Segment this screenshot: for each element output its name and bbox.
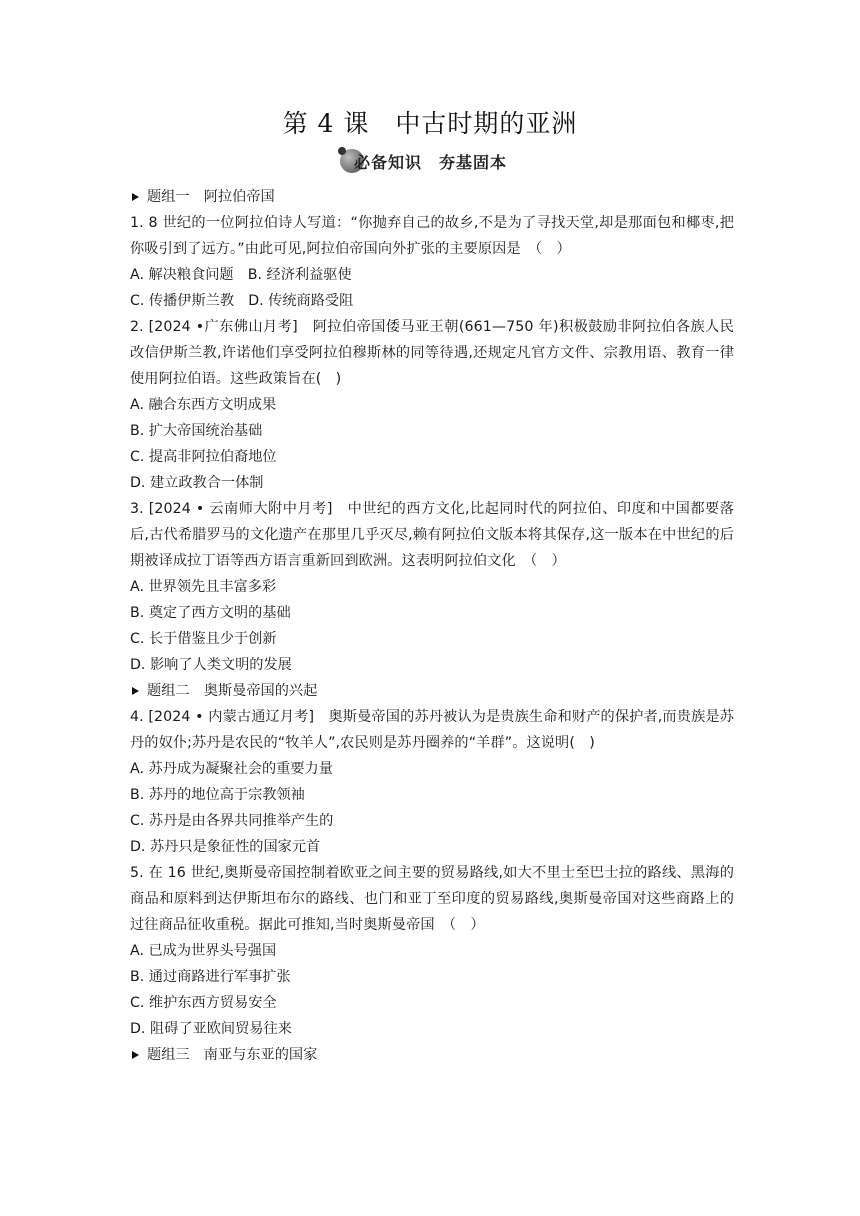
question-2-stem: 2. [2024 •广东佛山月考] 阿拉伯帝国倭马亚王朝(661—750 年)积极鼓励非阿拉伯各族人民改信伊斯兰教,许诺他们享受阿拉伯穆斯林的同等待遇,还规定凡官方文件、宗教用语、教育一律使用阿拉伯语。这些政策旨在( ) [130,319,734,387]
question-3-option-d: D. 影响了人类文明的发展 [130,657,292,673]
question-3-option-c: C. 长于借鉴且少于创新 [130,631,277,647]
question-4-option-d: D. 苏丹只是象征性的国家元首 [130,839,321,855]
question-1-stem: 1. 8 世纪的一位阿拉伯诗人写道：“你抛弃自己的故乡,不是为了寻找天堂,却是那面包和椰枣,把你吸引到了远方。”由此可见,阿拉伯帝国向外扩张的主要原因是 （ ） [130,215,734,257]
group-heading-2 [130,678,734,704]
group-heading-1 [130,184,734,210]
group-label: 题组三 南亚与东亚的国家 [147,1047,318,1063]
triangle-marker-icon [132,1051,139,1059]
lesson-title: 第 4 课 中古时期的亚洲 [282,109,578,138]
question-5-stem: 5. 在 16 世纪,奥斯曼帝国控制着欧亚之间主要的贸易路线,如大不里士至巴士拉的路线、黑海的商品和原料到达伊斯坦布尔的路线、也门和亚丁至印度的贸易路线,奥斯曼帝国对这些商路上的过往商品征收重税。据此可推知,当时奥斯曼帝国 （ ） [130,865,734,933]
question-4-option-b: B. 苏丹的地位高于宗教领袖 [130,787,305,803]
question-2-option-d: D. 建立政教合一体制 [130,475,264,491]
question-4-stem: 4. [2024 • 内蒙古通辽月考] 奥斯曼帝国的苏丹被认为是贵族生命和财产的保护者,而贵族是苏丹的奴仆;苏丹是农民的“牧羊人”,农民则是苏丹圈养的“羊群”。这说明( ) [130,709,734,751]
section-banner [340,148,507,174]
question-4-option-c: C. 苏丹是由各界共同推举产生的 [130,813,334,829]
question-3-option-b: B. 奠定了西方文明的基础 [130,605,291,621]
group-heading-3 [130,1042,734,1068]
group-label: 题组二 奥斯曼帝国的兴起 [147,683,318,699]
question-1-options-row-2: C. 传播伊斯兰教 D. 传统商路受阻 [130,293,354,309]
question-5-option-d: D. 阻碍了亚欧间贸易往来 [130,1021,292,1037]
question-3-stem: 3. [2024 • 云南师大附中月考] 中世纪的西方文化,比起同时代的阿拉伯、印度和中国都要落后,古代希腊罗马的文化遗产在那里几乎灭尽,赖有阿拉伯文版本将其保存,这一版本在中世纪的后期被译成拉丁语等西方语言重新回到欧洲。这表明阿拉伯文化 （ ） [130,501,734,569]
question-1-options-row-1: A. 解决粮食问题 B. 经济利益驱使 [130,267,352,283]
question-2-option-b: B. 扩大帝国统治基础 [130,423,263,439]
group-label: 题组一 阿拉伯帝国 [147,189,275,205]
question-5-option-a: A. 已成为世界头号强国 [130,943,277,959]
question-2-option-c: C. 提高非阿拉伯裔地位 [130,449,277,465]
question-3-option-a: A. 世界领先且丰富多彩 [130,579,277,595]
question-2-option-a: A. 融合东西方文明成果 [130,397,277,413]
triangle-marker-icon [132,193,139,201]
question-4-option-a: A. 苏丹成为凝聚社会的重要力量 [130,761,333,777]
question-5-option-b: B. 通过商路进行军事扩张 [130,969,291,985]
question-list [130,184,734,1068]
question-5-option-c: C. 维护东西方贸易安全 [130,995,277,1011]
banner-label: 必备知识 夯基固本 [354,152,508,172]
triangle-marker-icon [132,687,139,695]
